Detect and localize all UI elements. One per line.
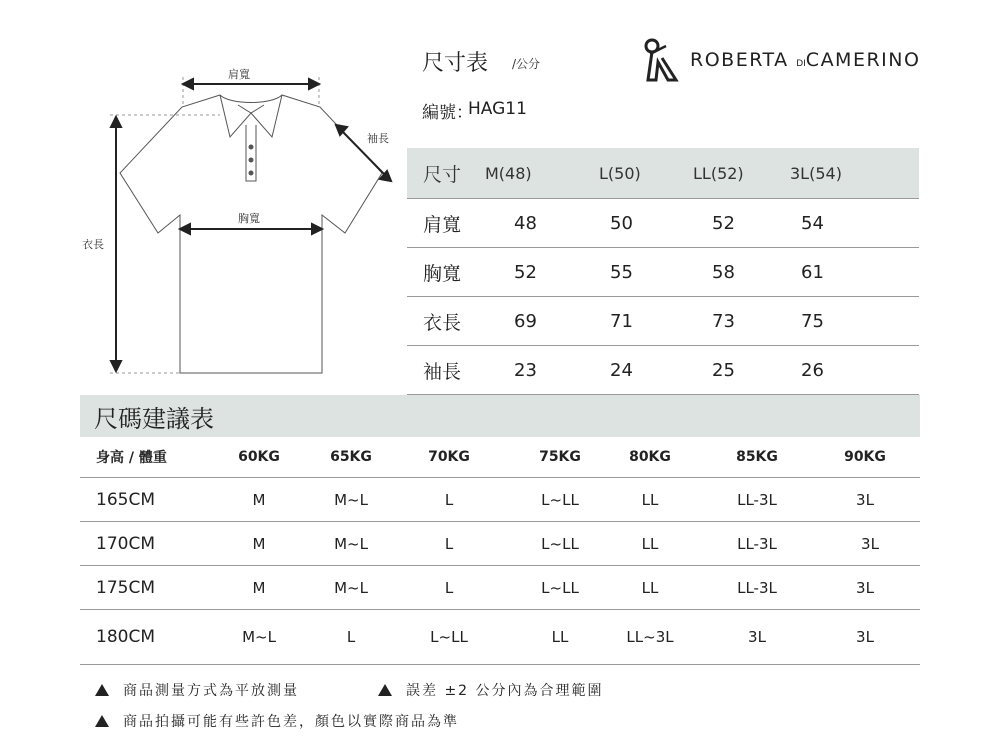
recommend-table-row	[80, 478, 920, 522]
length-label: 衣長	[82, 238, 104, 251]
recommend-cell: LL-3L	[737, 534, 777, 553]
size-cell: 50	[610, 212, 633, 234]
size-cell: 73	[712, 310, 735, 332]
recommend-header-cell: 65KG	[330, 449, 372, 465]
recommend-cell: M	[252, 578, 266, 597]
recommend-table	[80, 437, 920, 665]
shoulder-label: 肩寬	[228, 68, 250, 81]
recommend-table-header	[80, 437, 920, 478]
triangle-bullet-icon	[378, 684, 392, 696]
unit-label: /公分	[512, 57, 541, 71]
recommend-table-row	[80, 522, 920, 566]
size-header-cell: 3L(54)	[790, 163, 842, 183]
recommend-cell: LL	[551, 628, 569, 646]
size-row-label: 袖長	[423, 360, 462, 383]
chest-label: 胸寬	[238, 212, 260, 225]
size-table-row	[407, 297, 919, 346]
size-cell: 71	[610, 310, 633, 332]
recommend-header-cell: 90KG	[844, 449, 886, 465]
recommend-cell: LL-3L	[737, 490, 777, 509]
size-row-label: 胸寬	[423, 262, 462, 285]
brand-logo-icon	[640, 36, 680, 86]
button-dot	[249, 145, 254, 150]
size-cell: 52	[712, 212, 735, 234]
recommend-cell: M~L	[334, 578, 368, 597]
size-cell: 25	[712, 359, 735, 381]
recommend-cell: L~LL	[430, 628, 468, 646]
shirt-outline	[120, 95, 382, 373]
recommend-cell: LL	[641, 578, 659, 597]
recommend-cell: L	[346, 628, 356, 646]
recommend-height: 180CM	[96, 627, 155, 647]
size-table-row	[407, 346, 919, 395]
note-tolerance: 誤差 ±2 公分內為合理範圍	[378, 680, 604, 700]
recommend-cell: L	[444, 534, 454, 553]
recommend-title-bar	[80, 395, 920, 437]
recommend-cell: L	[444, 490, 454, 509]
brand-name: ROBERTA DICAMERINO	[690, 49, 921, 71]
size-table	[407, 148, 919, 395]
size-table-row	[407, 248, 919, 297]
recommend-cell: LL~3L	[626, 628, 674, 646]
size-cell: 61	[801, 261, 824, 283]
recommend-height: 175CM	[96, 577, 155, 598]
recommend-cell: LL-3L	[737, 578, 777, 597]
size-cell: 58	[712, 261, 735, 283]
recommend-cell: LL	[641, 490, 659, 509]
recommend-cell: LL	[641, 534, 659, 553]
button-dot	[249, 171, 254, 176]
recommend-table-row	[80, 566, 920, 610]
size-cell: 55	[610, 261, 633, 283]
recommend-cell: M~L	[334, 534, 368, 553]
product-code-label: 編號：	[422, 103, 473, 123]
recommend-header-cell: 80KG	[629, 449, 671, 465]
size-cell: 69	[514, 310, 537, 332]
page-title: 尺寸表	[422, 51, 489, 76]
size-header-cell: 尺寸	[423, 163, 462, 186]
triangle-bullet-icon	[95, 684, 109, 696]
recommend-cell: M~L	[242, 628, 276, 646]
recommend-height: 165CM	[96, 489, 155, 510]
recommend-header-cell: 身高 / 體重	[96, 450, 167, 466]
recommend-cell: 3L	[861, 534, 879, 553]
size-table-header	[407, 148, 919, 199]
size-table-row	[407, 199, 919, 248]
recommend-header-cell: 85KG	[736, 449, 778, 465]
size-header-cell: LL(52)	[693, 163, 744, 183]
size-cell: 54	[801, 212, 824, 234]
sleeve-label: 袖長	[367, 132, 389, 145]
recommend-cell: 3L	[856, 578, 874, 597]
recommend-cell: 3L	[856, 628, 874, 646]
size-cell: 26	[801, 359, 824, 381]
shirt-collar	[220, 95, 282, 137]
note-measurement: 商品測量方式為平放測量	[95, 680, 299, 700]
recommend-height: 170CM	[96, 533, 155, 554]
size-row-label: 衣長	[423, 311, 462, 334]
size-cell: 75	[801, 310, 824, 332]
recommend-cell: L~LL	[541, 534, 579, 553]
recommend-cell: 3L	[856, 490, 874, 509]
product-code-value: HAG11	[468, 99, 527, 119]
size-row-label: 肩寬	[423, 213, 462, 236]
recommend-cell: L	[444, 578, 454, 597]
recommend-table-row	[80, 610, 920, 665]
recommend-cell: 3L	[748, 628, 766, 646]
size-cell: 52	[514, 261, 537, 283]
note-color: 商品拍攝可能有些許色差，顏色以實際商品為準	[95, 711, 459, 731]
recommend-cell: M	[252, 490, 266, 509]
size-header-cell: M(48)	[485, 163, 532, 183]
recommend-cell: L~LL	[541, 490, 579, 509]
size-cell: 24	[610, 359, 633, 381]
button-dot	[249, 158, 254, 163]
recommend-cell: L~LL	[541, 578, 579, 597]
size-cell: 23	[514, 359, 537, 381]
recommend-header-cell: 60KG	[238, 449, 280, 465]
recommend-header-cell: 75KG	[539, 449, 581, 465]
recommend-title: 尺碼建議表	[94, 404, 214, 433]
triangle-bullet-icon	[95, 715, 109, 727]
recommend-cell: M	[252, 534, 266, 553]
size-cell: 48	[514, 212, 537, 234]
size-header-cell: L(50)	[599, 163, 641, 183]
recommend-cell: M~L	[334, 490, 368, 509]
recommend-header-cell: 70KG	[428, 449, 470, 465]
